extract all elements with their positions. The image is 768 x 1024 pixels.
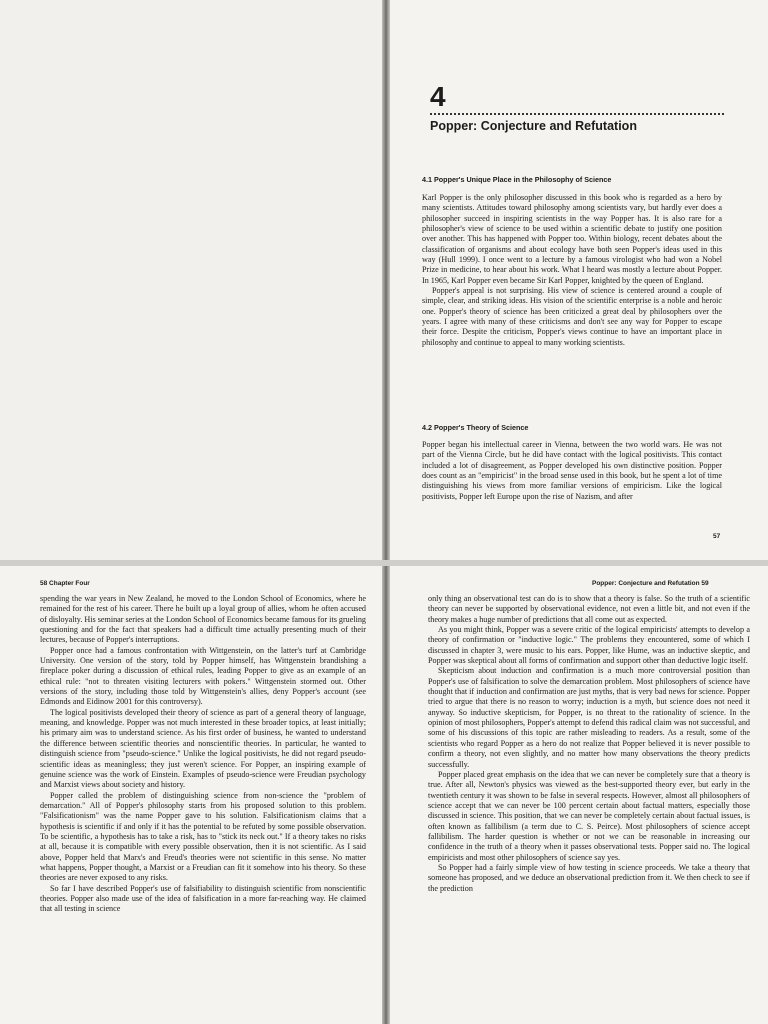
paragraph: As you might think, Popper was a severe critic of the logical empiricists' attempts to develop a theory of confirmation or "inductive logic." The problems they encountered, some of which I discussed in chapter 3, were music to his ears. Popper, like Hume, was an inductive skeptic, and Popper was skeptical about all forms of confirmation and support other than deductive logic itself. [428,625,750,666]
running-head: 58 Chapter Four [40,580,90,587]
chapter-rule [430,113,724,115]
page-59 [386,566,768,1024]
page-57 [386,0,768,560]
section-4-2-body [422,440,722,502]
paragraph: Skepticism about induction and confirmation is a much more controversial position than Popper's use of falsification to solve the demarcation problem. Most philosophers of science have thought that if induction and confirmation are just myths, that is very bad news for science. Popper tried to argue that there is no reason to worry; induction is a myth, but science does not need it anyway. So inductive skepticism, for Popper, is no threat to the rationality of science. In the opinion of most philosophers, Popper's attempt to defend this radical claim was not successful, and some of his discussions of this topic are rather misleading to readers. As a result, some of the scientists who regard Popper as a hero do not realize that Popper believed it is never possible to confirm a theory, not even slightly, and no matter how many observations the theory predicts successfully. [428,666,750,769]
paragraph: The logical positivists developed their theory of science as part of a general theory of language, meaning, and knowledge. Popper was not much interested in these broader topics, at least initially; his primary aim was to understand science. As his first order of business, he wanted to understand the difference between scientific theories and nonscientific theories. In particular, he wanted to distinguish science from "pseudo-science." Unlike the logical positivists, he did not regard pseudo-scientific ideas as meaningless; they just weren't science. For Popper, an inspiring example of genuine science was the work of Einstein. Examples of pseudo-science were Freudian psychology and Marxist views about society and history. [40,707,366,790]
page-59-body [428,594,750,894]
paragraph: Popper once had a famous confrontation with Wittgenstein, on the latter's turf at Cambridge University. One version of the story, told by Popper himself, has Wittgenstein brandishing a fireplace poker during a discussion of ethical rules, leading Popper to give as an example of an ethical rule: "not to threaten visiting lecturers with pokers." Wittgenstein stormed out. Other versions of the story, including those told by Wittgenstein's allies, deny Popper's account (see Edmonds and Eidinow 2001 for this controversy). [40,645,366,707]
section-heading-4-1: 4.1 Popper's Unique Place in the Philosophy of Science [422,175,612,184]
paragraph: Popper placed great emphasis on the idea that we can never be completely sure that a theory is true. After all, Newton's physics was viewed as the best-supported theory ever, but early in the twentieth century it was shown to be false in several respects. However, almost all philosophers of science accept that we can never be 100 percent certain about factual matters, especially those discussed in science. This position, that we can never be completely certain about factual issues, is often known as fallibilism (a term due to C. S. Peirce). Most philosophers of science accept fallibilism. The harder question is whether or not we can be reasonable in increasing our confidence in the truth of a theory when it passes observational tests. Popper said no. The logical empiricists and most other philosophers of science say yes. [428,769,750,862]
blank-left-page-top [0,0,385,560]
paragraph: Popper's appeal is not surprising. His view of science is centered around a couple of simple, clear, and striking ideas. His vision of the scientific enterprise is a noble and heroic one. Popper's theory of science has been criticized a great deal by philosophers over the years. I agree with many of these criticisms and don't see any way for Popper to escape their force. Despite the criticism, Popper's views continue to have an important place in philosophy and continue to appeal to many working scientists. [422,286,722,347]
paragraph: spending the war years in New Zealand, he moved to the London School of Economics, where he remained for the rest of his career. There he built up a loyal group of allies, whom he often accused of disloyalty. His seminar series at the London School of Economics became famous for its grueling questioning and for the fact that speakers had a difficult time actually presenting much of their lectures, because of Popper's interruptions. [40,594,366,645]
page-number: 57 [713,533,721,540]
section-4-1-body [422,193,722,348]
paragraph: Popper called the problem of distinguishing science from non-science the "problem of demarcation." All of Popper's philosophy starts from his proposed solution to this problem. "Falsificationism" was the name Popper gave to his solution. Falsificationism claims that a hypothesis is scientific if and only if it has the potential to be refuted by some possible observation. To be scientific, a hypothesis has to take a risk, has to "stick its neck out." If a theory takes no risks at all, because it is compatible with every possible observation, then it is not scientific. As I said above, Popper held that Marx's and Freud's theories were not scientific in this sense. No matter what happens, Popper thought, a Marxist or a Freudian can fit it somehow into his theory. So these theories are never exposed to any risks. [40,790,366,883]
book-gutter [382,0,390,560]
paragraph: Popper began his intellectual career in Vienna, between the two world wars. He was not part of the Vienna Circle, but he did have contact with the logical positivists. This contact included a lot of disagreement, as Popper developed his own distinctive position. Popper does count as an "empiricist" in the broad sense used in this book, but he spent a lot of time distinguishing his views from more familiar versions of empiricism. Like the logical positivists, Popper left Europe upon the rise of Nazism, and after [422,440,722,501]
paragraph: So Popper had a fairly simple view of how testing in science proceeds. We take a theory that someone has proposed, and we deduce an observational prediction from it. We then check to see if the prediction [428,862,750,893]
section-heading-4-2: 4.2 Popper's Theory of Science [422,423,529,432]
page-58 [0,566,385,1024]
paragraph: only thing an observational test can do is to show that a theory is false. So the truth of a scientific theory can never be supported by observational evidence, not even a little bit, and not even if the theory makes a huge number of predictions that all come out as expected. [428,594,750,624]
chapter-number: 4 [430,81,446,112]
chapter-title: Popper: Conjecture and Refutation [430,119,637,133]
paragraph: Karl Popper is the only philosopher discussed in this book who is regarded as a hero by many scientists. Attitudes toward philosophy among scientists vary, but hardly ever does a philosopher succeed in inspiring scientists in the way Popper has. It is also rare for a philosopher's view of science to be used within a scientific debate to justify one position over another. This has happened with Popper too. Within biology, recent debates about the classification of organisms and about ecology have both seen Popper's ideas used in this way (Hull 1999). I once went to a lecture by a famous virologist who had won a Nobel Prize in medicine, to hear about his work. What I heard was mostly a lecture about Popper. In 1965, Karl Popper even became Sir Karl Popper, knighted by the queen of England. [422,193,722,285]
paragraph: So far I have described Popper's use of falsifiability to distinguish scientific from nonscientific theories. Popper also made use of the idea of falsification in a more far-reaching way. He claimed that all testing in science [40,883,366,914]
page-58-body [40,594,366,915]
running-head: Popper: Conjecture and Refutation 59 [592,580,709,587]
book-gutter [382,566,390,1024]
